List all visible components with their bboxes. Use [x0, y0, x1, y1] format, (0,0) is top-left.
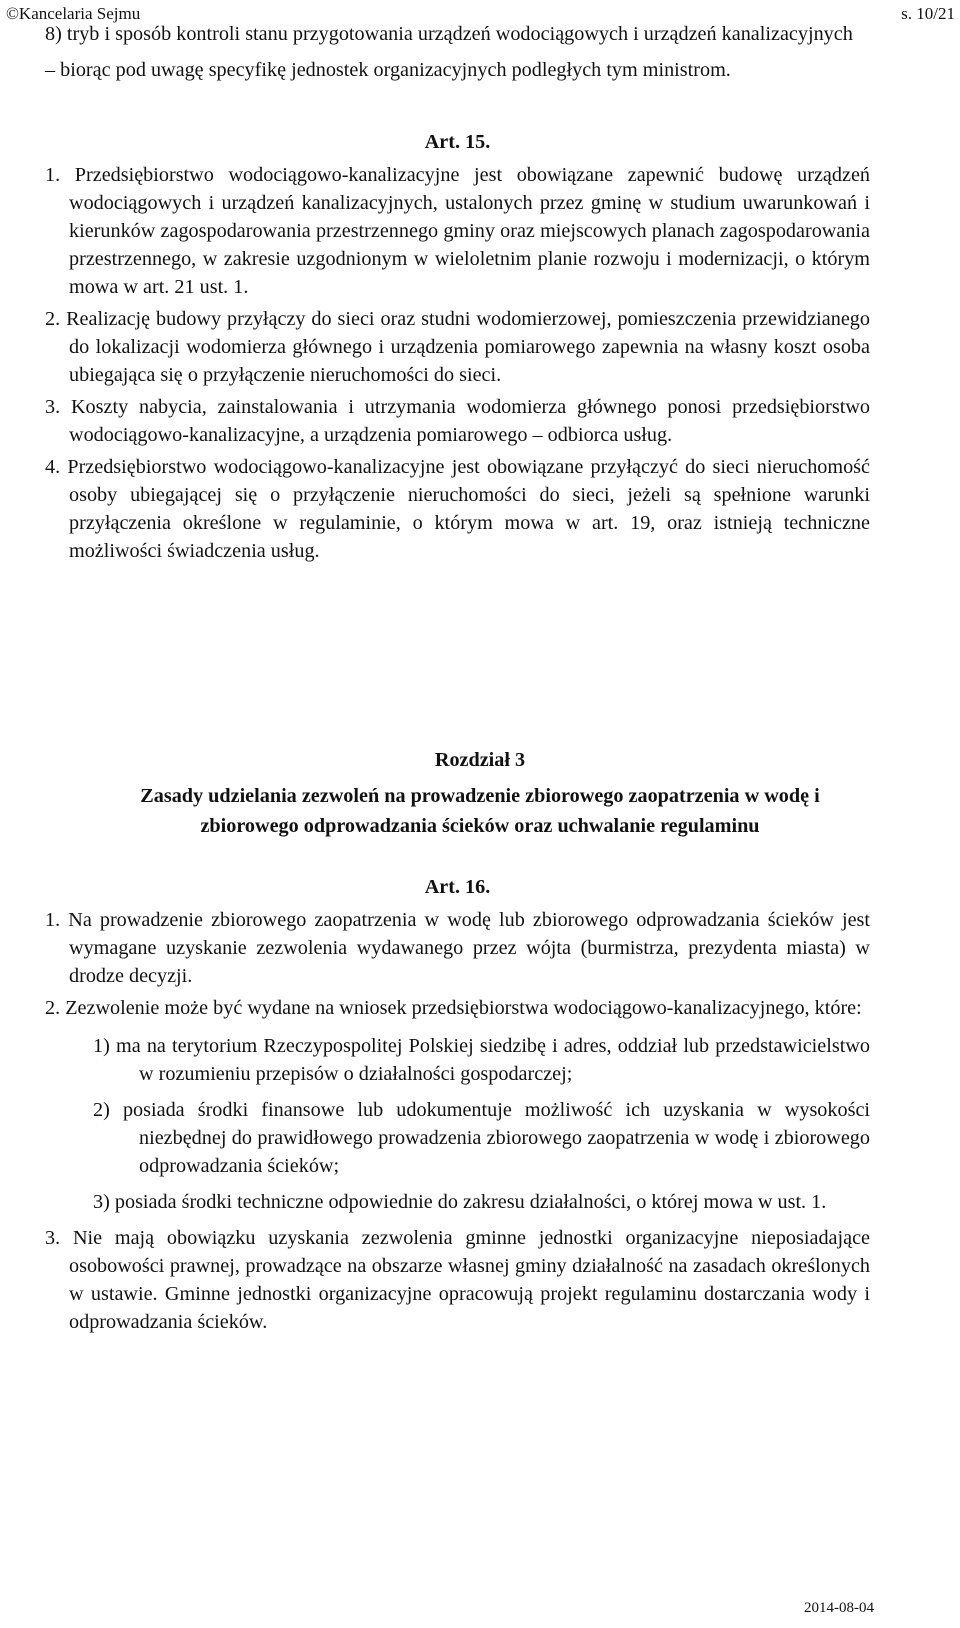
art15-para-1 — [45, 161, 870, 301]
art15-para-2 — [45, 305, 870, 389]
chapter-number: Rozdział 3 — [434, 749, 526, 771]
subitem-number: 3) — [93, 1191, 110, 1213]
chapter-title-line-1: Zasady udzielania zezwoleń na prowadzenie zbiorowego zaopatrzenia w wodę i — [140, 785, 820, 807]
para-number: 1. — [45, 909, 61, 931]
chapter-title — [0, 781, 960, 841]
art16-para-3 — [45, 1224, 870, 1336]
document-date: 2014-08-04 — [804, 1600, 874, 1616]
art15-para-3 — [45, 393, 870, 449]
list-item-8 — [45, 20, 870, 48]
para-number: 4. — [45, 456, 61, 478]
para-text: Przedsiębiorstwo wodociągowo-kanalizacyjne jest obowiązane zapewnić budowę urządzeń wodociągowych i urządzeń kanalizacyjnych, ustalonych przez gminę w studium uwarunkowań i kierunków zagospodarowania przestrzennego gminy oraz miejscowych planach zagospodarowania przestrzennego, w zakresie uzgodnionym w wieloletnim planie rozwoju i modernizacji, o którym mowa w art. 21 ust. 1. — [69, 164, 871, 298]
document-body — [45, 20, 870, 569]
para-text: Realizację budowy przyłączy do sieci oraz studni wodomierzowej, pomieszczenia przewidzianego do lokalizacji wodomierza głównego i urządzenia pomiarowego zapewnia na własny koszt osoba ubiegająca się o przyłączenie nieruchomości do sieci. — [66, 308, 870, 386]
article-heading-16: Art. 16. — [424, 876, 491, 898]
list-item-text: tryb i sposób kontroli stanu przygotowania urządzeń wodociągowych i urządzeń kanalizacyjnych — [66, 23, 853, 45]
art16-para-2 — [45, 994, 870, 1022]
para-number: 3. — [45, 396, 61, 418]
para-number: 3. — [45, 1227, 61, 1249]
subitem-text: posiada środki finansowe lub udokumentuje możliwość ich uzyskania w wysokości niezbędnej do prawidłowego prowadzenia zbiorowego zaopatrzenia w wodę i zbiorowego odprowadzania ścieków; — [122, 1099, 871, 1177]
para-text: Nie mają obowiązku uzyskania zezwolenia gminne jednostki organizacyjne nieposiadające osobowości prawnej, prowadzące na obszarze własnej gminy działalność na zasadach określonych w ustawie. Gminne jednostki organizacyjne opracowują projekt regulaminu dostarczania wody i odprowadzania ścieków. — [69, 1227, 870, 1333]
art16-para-1 — [45, 906, 870, 990]
article-16-section — [45, 873, 870, 1340]
art16-subitem-1 — [45, 1032, 870, 1088]
para-text: Koszty nabycia, zainstalowania i utrzymania wodomierza głównego ponosi przedsiębiorstwo wodociągowo-kanalizacyjne, a urządzenia pomiarowego – odbiorca usług. — [69, 396, 870, 446]
para-text: Przedsiębiorstwo wodociągowo-kanalizacyjne jest obowiązane przyłączyć do sieci nieruchomość osoby ubiegającej się o przyłączenie nieruchomości do sieci, jeżeli są spełnione warunki przyłączenia określone w regulaminie, o którym mowa w art. 19, oraz istnieją techniczne możliwości świadczenia usług. — [67, 456, 870, 562]
subitem-text: ma na terytorium Rzeczypospolitej Polskiej siedzibę i adres, oddział lub przedstawicielstwo w rozumieniu przepisów o działalności gospodarczej; — [116, 1035, 871, 1085]
para-text: Zezwolenie może być wydane na wniosek przedsiębiorstwa wodociągowo-kanalizacyjnego, które: — [65, 997, 862, 1019]
chapter-title-line-2: zbiorowego odprowadzania ścieków oraz uchwalanie regulaminu — [200, 815, 760, 837]
subitem-number: 1) — [93, 1035, 110, 1057]
subitem-number: 2) — [93, 1099, 110, 1121]
para-number: 2. — [45, 997, 61, 1019]
page-number: s. 10/21 — [901, 4, 955, 23]
subitem-text: posiada środki techniczne odpowiednie do zakresu działalności, o której mowa w ust. 1. — [114, 1191, 827, 1213]
art15-para-4 — [45, 453, 870, 565]
art16-subitem-3 — [45, 1188, 870, 1216]
article-heading-15: Art. 15. — [424, 131, 491, 153]
art16-subitem-2 — [45, 1096, 870, 1180]
para-number: 2. — [45, 308, 61, 330]
para-number: 1. — [45, 164, 61, 186]
para-text: Na prowadzenie zbiorowego zaopatrzenia w wodę lub zbiorowego odprowadzania ścieków jest wymagane uzyskanie zezwolenia wydawanego przez wójta (burmistrza, prezydenta miasta) w drodze decyzji. — [68, 909, 870, 987]
dash-clause: – biorąc pod uwagę specyfikę jednostek organizacyjnych podległych tym ministrom. — [45, 59, 731, 81]
copyright-text: ©Kancelaria Sejmu — [6, 4, 141, 23]
list-item-label: 8) — [45, 23, 62, 45]
